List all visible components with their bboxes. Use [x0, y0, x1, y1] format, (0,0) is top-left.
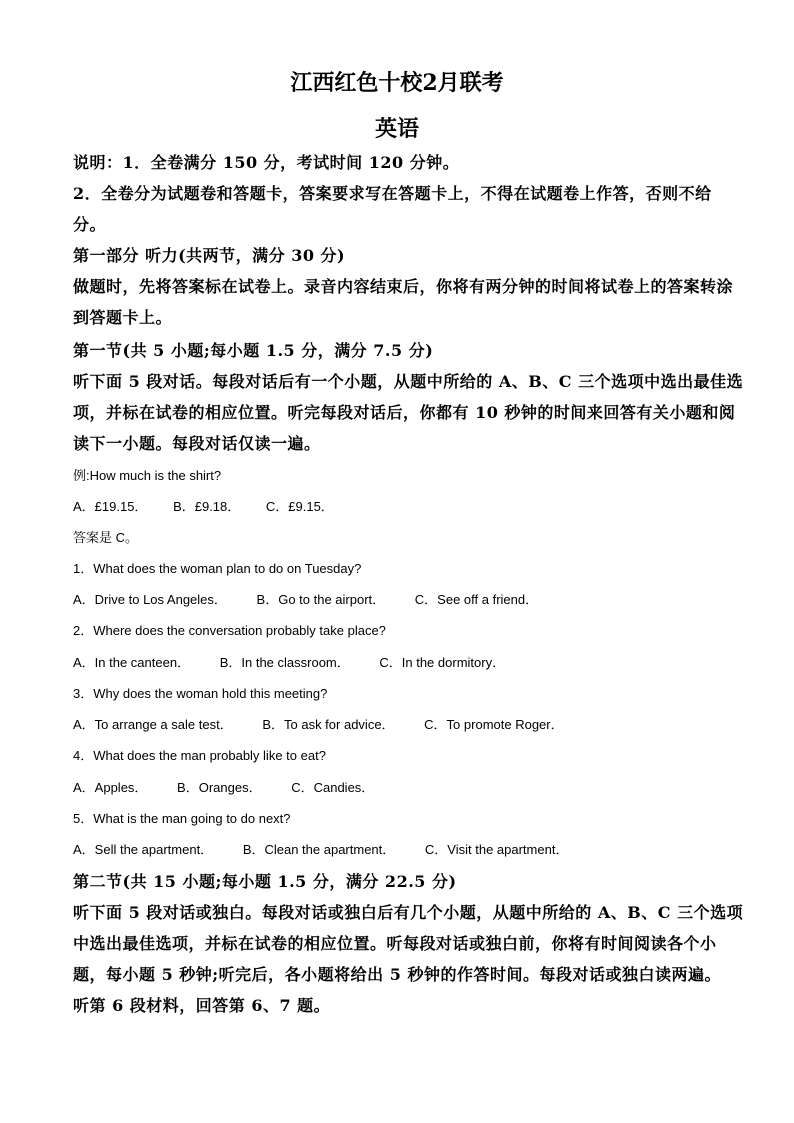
example-answer: 答案是 C。 [73, 530, 139, 545]
instruction-line-2-cont: 分。 [73, 215, 107, 234]
question-3-options [73, 714, 723, 733]
section2-note: 听第 6 段材料，回答第 6、7 题。 [73, 996, 331, 1015]
q4-option-c: C．Candies． [291, 780, 375, 795]
q3-option-a: A．To arrange a sale test． [73, 717, 233, 732]
section2-heading: 第二节(共 15 小题;每小题 1.5 分，满分 22.5 分) [73, 872, 457, 891]
q2-option-b: B．In the classroom． [219, 655, 350, 670]
example-options [73, 496, 723, 515]
part1-desc-1: 做题时，先将答案标在试卷上。录音内容结束后，你将有两分钟的时间将试卷上的答案转涂 [73, 277, 734, 296]
example-option-b: B．£9.18． [173, 499, 241, 514]
question-2-options [73, 652, 723, 671]
section1-heading: 第一节(共 5 小题;每小题 1.5 分，满分 7.5 分) [73, 341, 434, 360]
section1-desc-2: 项，并标在试卷的相应位置。听完每段对话后，你都有 10 秒钟的时间来回答有关小题和阅 [73, 403, 736, 422]
q4-option-a: A．Apples． [73, 780, 148, 795]
question-1-options [73, 589, 723, 608]
part1-heading: 第一部分 听力(共两节，满分 30 分) [73, 246, 346, 265]
section2-desc-2: 中选出最佳选项，并标在试卷的相应位置。听每段对话或独白前，你将有时间阅读各个小 [73, 934, 717, 953]
q4-option-b: B．Oranges． [177, 780, 262, 795]
instruction-line-1: 说明：1．全卷满分 150 分，考试时间 120 分钟。 [73, 153, 460, 172]
example-option-a: A．£19.15． [73, 499, 148, 514]
question-2: 2．Where does the conversation probably take place? [73, 623, 386, 638]
part1-desc-2: 到答题卡上。 [73, 308, 173, 327]
question-3: 3．Why does the woman hold this meeting? [73, 686, 328, 701]
exam-title: 江西红色十校2月联考 [290, 70, 504, 96]
question-1: 1．What does the woman plan to do on Tuesday? [73, 561, 362, 576]
q1-option-c: C．See off a friend． [414, 592, 539, 607]
exam-subject: 英语 [374, 116, 419, 142]
q1-option-b: B．Go to the airport． [256, 592, 386, 607]
section1-desc-3: 读下一小题。每段对话仅读一遍。 [73, 434, 321, 453]
section2-desc-3: 题，每小题 5 秒钟;听完后，各小题将给出 5 秒钟的作答时间。每段对话或独白读两遍。 [73, 965, 721, 984]
example-option-c: C．£9.15． [265, 499, 334, 514]
q2-option-c: C．In the dormitory． [379, 655, 506, 670]
question-4: 4．What does the man probably like to eat? [73, 748, 326, 763]
q3-option-c: C．To promote Roger． [424, 717, 564, 732]
question-5-options [73, 839, 723, 858]
q5-option-c: C．Visit the apartment． [424, 842, 569, 857]
q2-option-a: A．In the canteen． [73, 655, 191, 670]
q1-option-a: A．Drive to Los Angeles． [73, 592, 227, 607]
section2-desc-1: 听下面 5 段对话或独白。每段对话或独白后有几个小题，从题中所给的 A、B、C 三个选项 [73, 903, 744, 922]
question-4-options [73, 777, 723, 796]
example-question: 例:How much is the shirt? [73, 468, 222, 483]
q3-option-b: B．To ask for advice． [262, 717, 395, 732]
section1-desc-1: 听下面 5 段对话。每段对话后有一个小题，从题中所给的 A、B、C 三个选项中选出最佳选 [73, 372, 744, 391]
instruction-line-2: 2．全卷分为试题卷和答题卡，答案要求写在答题卡上，不得在试题卷上作答，否则不给 [73, 184, 712, 203]
q5-option-a: A．Sell the apartment． [73, 842, 214, 857]
q5-option-b: B．Clean the apartment． [242, 842, 396, 857]
question-5: 5．What is the man going to do next? [73, 811, 291, 826]
